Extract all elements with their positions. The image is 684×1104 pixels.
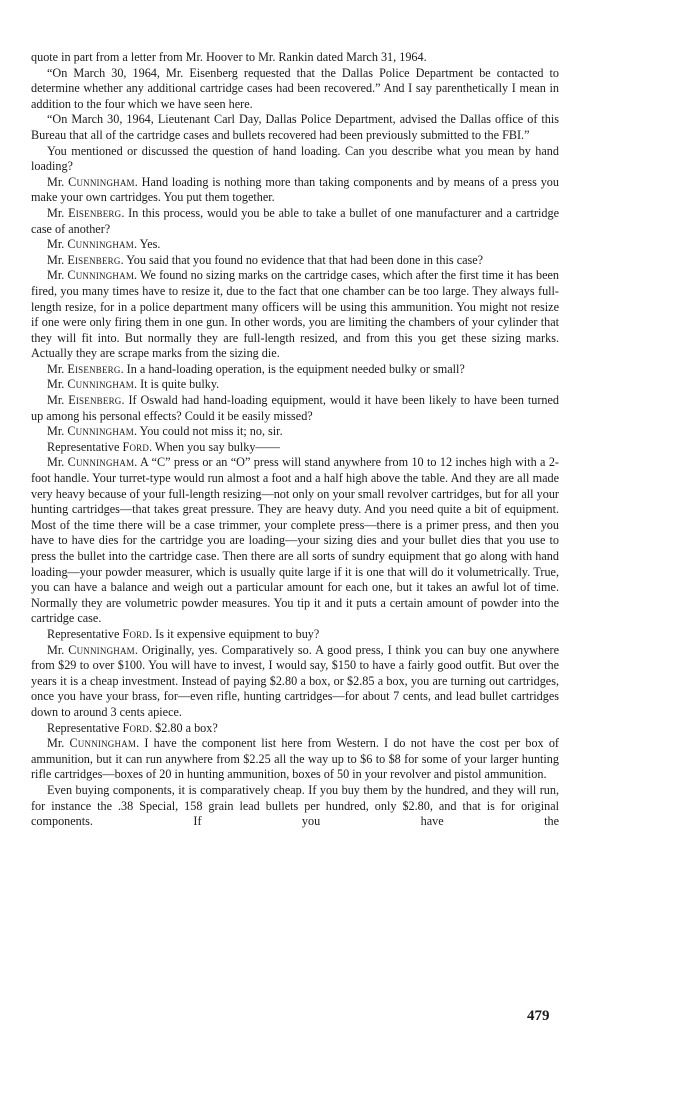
- speaker-name: Cunningham: [67, 268, 135, 283]
- speaker-name: Cunningham: [67, 455, 135, 470]
- text-run: Mr.: [47, 377, 68, 392]
- text-run: . Originally, yes. Comparatively so. A good press, I think you can buy one anywhere from $29 to over $100. You will have to invest, I would say, $150 to have a fairly good outfit. But over the years it is a cheap investment. Instead of paying $2.80 a box, or $2.85 a box, you are turning out cartridges, once you have your brass, for—even rifle, hunting cartridges—for about 7 cents, and lead bullet cartridges down to around 3 cents apiece.: [31, 642, 559, 719]
- speaker-name: Cunningham: [67, 424, 134, 439]
- speaker-name: Eisenberg: [67, 361, 121, 376]
- text-run: Mr.: [47, 205, 69, 220]
- paragraph: [31, 377, 559, 393]
- text-run: . In this process, would you be able to take a bullet of one manufacturer and a cartridge case of another?: [31, 205, 559, 236]
- speaker-name: Eisenberg: [68, 205, 122, 220]
- paragraph: [31, 424, 559, 440]
- speaker-name: Cunningham: [67, 237, 134, 252]
- text-run: . $2.80 a box?: [149, 720, 218, 735]
- paragraph: [31, 112, 559, 143]
- speaker-name: Ford: [122, 439, 150, 454]
- paragraph: [31, 783, 559, 830]
- paragraph: [31, 440, 559, 456]
- paragraph: [31, 253, 559, 269]
- text-run: Mr.: [47, 268, 68, 283]
- text-run: Mr.: [47, 174, 69, 189]
- text-run: . I have the component list here from Western. I do not have the cost per box of ammunition, but it can run anywhere from $2.25 all the way up to $6 to $8 for some of your larger hunting rifle cartridges—boxes of 20 in hunting ammunition, boxes of 50 in your revolver and pistol ammunition.: [31, 736, 559, 782]
- text-run: “On March 30, 1964, Lieutenant Carl Day, Dallas Police Department, advised the Dallas office of this Bureau that all of the cartridge cases and bullets recovered had been previously submitted to the FBI.”: [31, 112, 559, 142]
- text-run: “On March 30, 1964, Mr. Eisenberg requested that the Dallas Police Department be contacted to determine whether any additional cartridge cases had been recovered.” And I say parenthetically I mean in addition to the four which we have seen here.: [31, 65, 559, 111]
- text-run: Mr.: [47, 393, 69, 408]
- speaker-name: Eisenberg: [68, 393, 122, 408]
- paragraph: [31, 721, 559, 737]
- text-run: Even buying components, it is comparatively cheap. If you buy them by the hundred, and they will run, for instance the .38 Special, 158 grain lead bullets per hundred, only $2.80, and that is for original components. If you have the: [31, 782, 559, 829]
- text-run: . You said that you found no evidence that that had been done in this case?: [120, 252, 484, 267]
- text-run: . It is quite bulky.: [133, 377, 220, 392]
- paragraph: [31, 362, 559, 378]
- paragraph: [31, 268, 559, 362]
- text-run: . You could not miss it; no, sir.: [133, 424, 283, 439]
- speaker-name: Cunningham: [67, 377, 134, 392]
- text-run: Representative: [47, 720, 123, 735]
- text-run: . We found no sizing marks on the cartridge cases, which after the first time it has been fired, you many times have to resize it, due to the fact that one chamber can be too large. They always full-length resize, for in a police department many officers will be using this ammunition. You might not resize if one were only firing them in one gun. In other words, you are limiting the chambers of your cylinder that they will fit into. But normally they are full-length resized, and from this you get these sizing marks. Actually they are scrape marks from the sizing die.: [31, 268, 559, 361]
- paragraph: [31, 50, 559, 66]
- paragraph: [31, 175, 559, 206]
- paragraph: [31, 66, 559, 113]
- speaker-name: Eisenberg: [67, 252, 121, 267]
- paragraph: [31, 393, 559, 424]
- text-run: Mr.: [47, 455, 68, 470]
- text-run: You mentioned or discussed the question of hand loading. Can you describe what you mean by hand loading?: [31, 143, 559, 174]
- paragraph: [31, 144, 559, 175]
- paragraph: [31, 455, 559, 627]
- text-run: . When you say bulky——: [149, 439, 280, 454]
- text-run: quote in part from a letter from Mr. Hoover to Mr. Rankin dated March 31, 1964.: [31, 50, 427, 64]
- transcript-body: [31, 50, 559, 830]
- speaker-name: Ford: [122, 626, 150, 641]
- text-run: . Hand loading is nothing more than taking components and by means of a press you make your own cartridges. You put them together.: [31, 174, 559, 205]
- text-run: . Yes.: [133, 237, 161, 252]
- paragraph: [31, 237, 559, 253]
- text-run: Mr.: [47, 237, 68, 252]
- text-run: . A “C” press or an “O” press will stand anywhere from 10 to 12 inches high with a 2-foot handle. Your turret-type would run almost a foot and a half high above the table. And they are all made very heavy because of your full-length resizing—not only on your small revolver cartridges, but for all your hunting cartridges—that takes great pressure. They are heavy duty. And you need quite a bit of equipment. Most of the time there will be a case trimmer, your complete press—there is a primer press, and then you have to have dies for the cartridge you are loading—your sizing dies and your bullet dies that you use to press the bullet into the cartridge case. Then there are all sorts of sundry equipment that go along with hand loading—your powder measurer, which is usually quite large if it is one that will do it volumetrically. True, you can have a balance and weigh out a particular amount for each one, but it takes an awful lot of time. Normally they are volumetric powder measures. You tip it and it puts a certain amount of powder into the cartridge case.: [31, 455, 559, 626]
- speaker-name: Cunningham: [69, 736, 137, 751]
- paragraph: [31, 206, 559, 237]
- text-run: . In a hand-loading operation, is the equipment needed bulky or small?: [120, 361, 465, 376]
- speaker-name: Cunningham: [68, 642, 135, 657]
- text-run: Mr.: [47, 642, 69, 657]
- text-run: Mr.: [47, 252, 68, 267]
- page-number: 479: [527, 1008, 550, 1024]
- text-run: . Is it expensive equipment to buy?: [149, 626, 320, 641]
- text-run: Mr.: [47, 424, 68, 439]
- text-run: Representative: [47, 439, 123, 454]
- text-run: Mr.: [47, 361, 68, 376]
- speaker-name: Ford: [122, 720, 150, 735]
- text-run: . If Oswald had hand-loading equipment, would it have been likely to have been turned up among his personal effects? Could it be easily missed?: [31, 393, 559, 423]
- text-run: Representative: [47, 626, 123, 641]
- speaker-name: Cunningham: [68, 174, 135, 189]
- text-run: Mr.: [47, 736, 70, 751]
- paragraph: [31, 627, 559, 643]
- paragraph: [31, 643, 559, 721]
- paragraph: [31, 736, 559, 783]
